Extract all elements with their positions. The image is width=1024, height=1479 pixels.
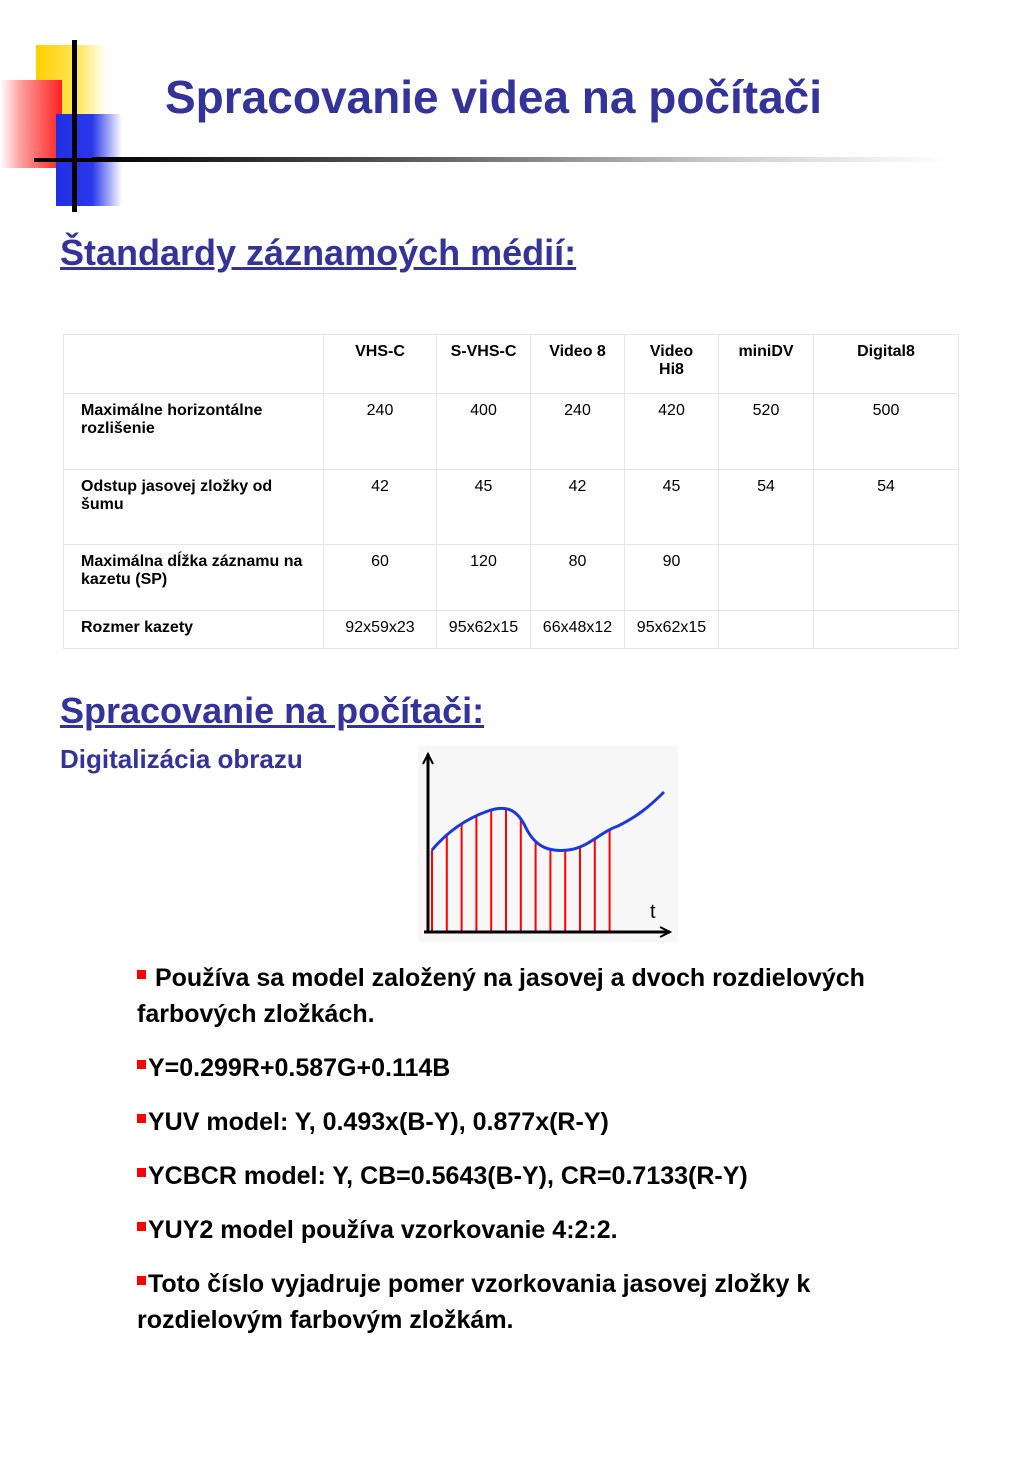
bullet-text: Y=0.299R+0.587G+0.114B [148, 1054, 451, 1082]
list-item [137, 1050, 917, 1086]
table-cell [719, 611, 814, 649]
table-cell: 90 [625, 545, 719, 611]
section-heading-standards: Štandardy záznamoých médií: [60, 232, 577, 273]
table-cell: 60 [324, 545, 437, 611]
table-cell: 42 [324, 470, 437, 545]
x-axis-label: t [650, 901, 656, 923]
table-header-cell: Video 8 [531, 335, 625, 394]
table-cell [814, 611, 959, 649]
table-header-cell: Video Hi8 [625, 335, 719, 394]
logo-decoration [0, 40, 130, 215]
table-header-cell: VHS-C [324, 335, 437, 394]
table-cell: 95x62x15 [437, 611, 531, 649]
table-cell [814, 545, 959, 611]
table-cell: 240 [324, 394, 437, 470]
bullet-text: YUY2 model používa vzorkovanie 4:2:2. [148, 1216, 618, 1244]
table-row [64, 394, 959, 470]
table-cell [719, 545, 814, 611]
table-cell: 45 [437, 470, 531, 545]
bullet-text: YUV model: Y, 0.493x(B-Y), 0.877x(R-Y) [148, 1108, 609, 1136]
bullet-text: Toto číslo vyjadruje pomer vzorkovania jasovej zložky k rozdielovým farbovým zložkám. [137, 1270, 811, 1334]
table-row-label: Rozmer kazety [64, 611, 324, 649]
table-row [64, 545, 959, 611]
table-cell: 520 [719, 394, 814, 470]
table-cell: 420 [625, 394, 719, 470]
graph-background [418, 746, 678, 942]
bullet-square-icon [137, 1114, 146, 1123]
page-title: Spracovanie videa na počítači [165, 71, 823, 123]
table-cell: 240 [531, 394, 625, 470]
list-item [137, 1212, 917, 1248]
bullet-list [137, 960, 917, 1356]
sampling-graph [418, 746, 678, 942]
media-standards-table [63, 334, 959, 649]
table-cell: 95x62x15 [625, 611, 719, 649]
table-cell: 42 [531, 470, 625, 545]
table-row-label: Maximálna dĺžka záznamu na kazetu (SP) [64, 545, 324, 611]
bullet-square-icon [137, 1276, 146, 1285]
table-cell: 45 [625, 470, 719, 545]
bullet-text: YCBCR model: Y, CB=0.5643(B-Y), CR=0.7133(R-Y) [148, 1162, 748, 1190]
section-heading-processing: Spracovanie na počítači: [60, 690, 485, 731]
list-item [137, 960, 917, 1032]
table-cell: 92x59x23 [324, 611, 437, 649]
table-row [64, 611, 959, 649]
table-cell: 54 [814, 470, 959, 545]
table-cell: 120 [437, 545, 531, 611]
table-cell: 400 [437, 394, 531, 470]
table-header-cell: S-VHS-C [437, 335, 531, 394]
table-cell: 500 [814, 394, 959, 470]
table-row-label: Odstup jasovej zložky od šumu [64, 470, 324, 545]
table-header-row [64, 335, 959, 394]
bullet-square-icon [137, 1222, 146, 1231]
table-cell: 80 [531, 545, 625, 611]
bullet-square-icon [137, 970, 146, 979]
table-header-cell: miniDV [719, 335, 814, 394]
logo-horizontal-line [34, 158, 94, 162]
table-header-cell [64, 335, 324, 394]
logo-vertical-line [72, 40, 77, 212]
logo-red-square [0, 80, 62, 168]
bullet-text: Používa sa model založený na jasovej a dvoch rozdielových farbových zložkách. [137, 964, 865, 1028]
bullet-square-icon [137, 1060, 146, 1069]
table-cell: 54 [719, 470, 814, 545]
title-underline-bar [92, 157, 948, 162]
bullet-square-icon [137, 1168, 146, 1177]
list-item [137, 1266, 917, 1338]
table-header-cell: Digital8 [814, 335, 959, 394]
list-item [137, 1158, 917, 1194]
list-item [137, 1104, 917, 1140]
table-row [64, 470, 959, 545]
section-subheading-digitization: Digitalizácia obrazu [60, 744, 303, 774]
table-cell: 66x48x12 [531, 611, 625, 649]
table-row-label: Maximálne horizontálne rozlišenie [64, 394, 324, 470]
